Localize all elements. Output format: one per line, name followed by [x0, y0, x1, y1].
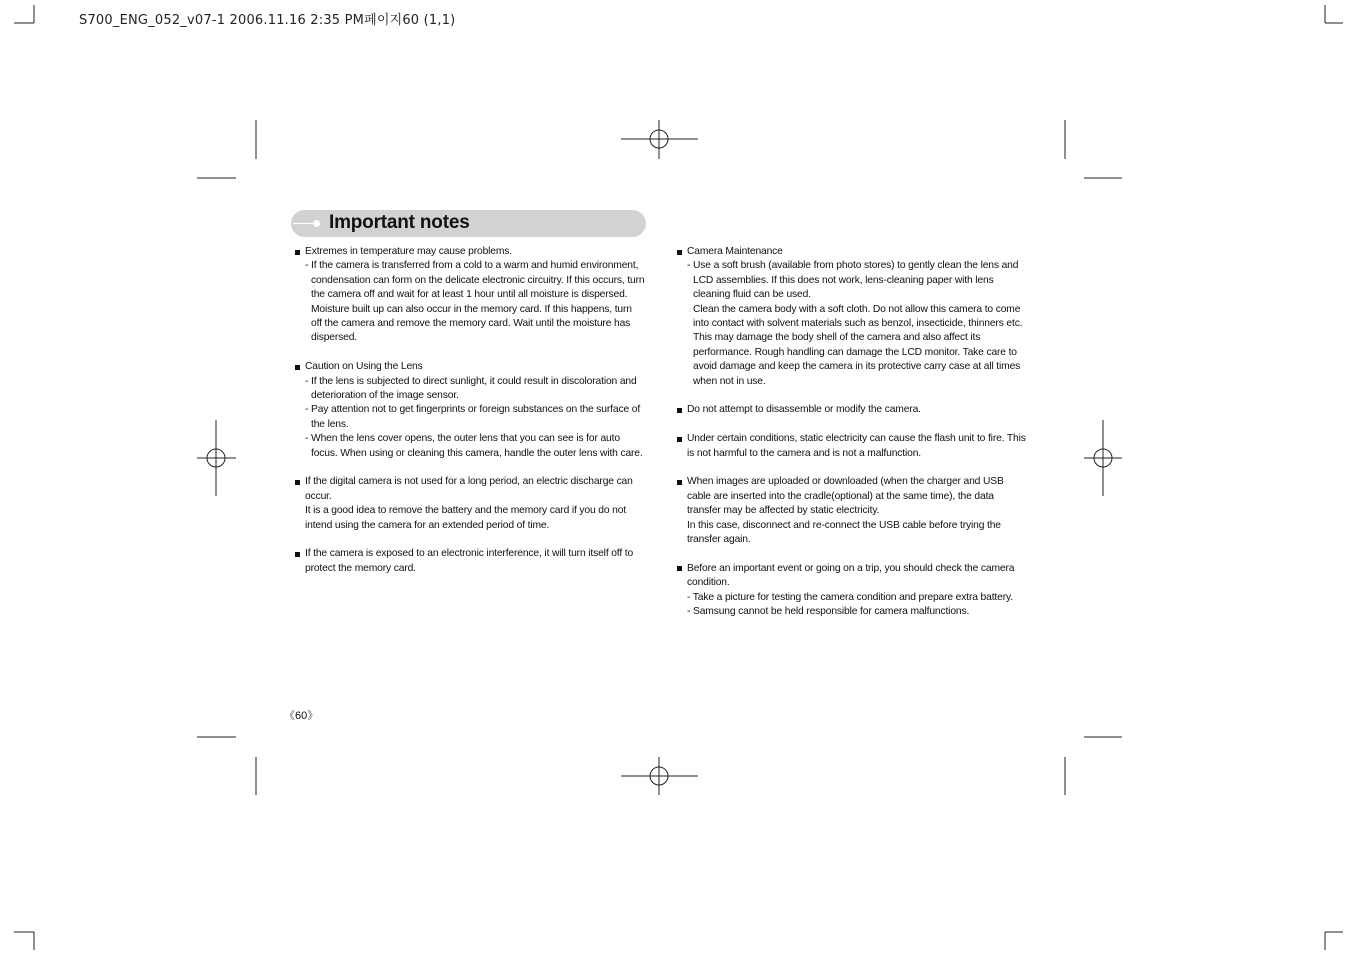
note-maintenance	[675, 245, 1027, 389]
page-title: Important notes	[329, 212, 470, 233]
note-sub-text: If the lens is subjected to direct sunlight, it could result in discoloration and deterioration of the image sensor.	[311, 375, 637, 402]
square-bullet-icon	[295, 365, 300, 370]
note-before-event	[675, 562, 1027, 620]
title-bar-line	[293, 223, 313, 224]
note-disassemble	[675, 403, 1027, 417]
note-sub-text: Pay attention not to get fingerprints or foreign substances on the surface of the lens.	[311, 404, 641, 430]
note-sub-item: - If the camera is transferred from a cold to a warm and humid environment, condensation can form on the delicate electronic circuitry. If this occurs, turn the camera off and wait for at least 1 hour until all moisture is dispersed. Moisture built up can also occur in the memory card. If this happens, turn off the camera and remove the memory card. Wait until the moisture has dispersed.	[305, 260, 645, 344]
note-sub-text: Use a soft brush (available from photo stores) to gently clean the lens and LCD assemblies. If this does not work, lens-cleaning paper with lens cleaning fluid can be used.	[693, 260, 1019, 301]
note-heading: Caution on Using the Lens	[305, 361, 423, 373]
note-heading: Under certain conditions, static electricity can cause the flash unit to fire. This is not harmful to the camera and is not a malfunction.	[687, 433, 1026, 459]
note-sub-item: - Use a soft brush (available from photo stores) to gently clean the lens and LCD assemblies. If this does not work, lens-cleaning paper with lens cleaning fluid can be used.	[687, 260, 1019, 301]
square-bullet-icon	[677, 408, 682, 413]
note-extra: In this case, disconnect and re-connect the USB cable before trying the transfer again.	[687, 519, 1001, 546]
left-column	[293, 245, 645, 591]
note-heading: Extremes in temperature may cause problems.	[305, 246, 513, 257]
note-sub-text: Clean the camera body with a soft cloth. Do not allow this camera to come into contact with solvent materials such as benzol, insecticide, thinners etc. This may damage the body shell of the camera and also affect its performance. Rough handling can damage the LCD monitor. Take care to avoid damage and keep the camera in its protective carry case at all times when not in use.	[693, 303, 1023, 387]
note-heading: If the camera is exposed to an electronic interference, it will turn itself off to protect the memory card.	[305, 548, 634, 574]
note-usb-transfer	[675, 475, 1027, 547]
note-discharge	[293, 475, 645, 533]
square-bullet-icon	[677, 480, 682, 485]
note-sub-text: - Samsung cannot be held responsible for camera malfunctions.	[687, 606, 970, 618]
note-sub-item: - When the lens cover opens, the outer lens that you can see is for auto focus. When using or cleaning this camera, handle the outer lens with care.	[305, 433, 643, 459]
square-bullet-icon	[295, 250, 300, 255]
note-heading: When images are uploaded or downloaded (when the charger and USB cable are inserted into the cradle(optional) at the same time), the data transfer may be affected by static electricity.	[687, 476, 1004, 517]
square-bullet-icon	[295, 552, 300, 557]
square-bullet-icon	[677, 437, 682, 442]
note-sub-item	[687, 303, 1027, 389]
note-temperature	[293, 245, 645, 346]
note-sub-item: - Pay attention not to get fingerprints or foreign substances on the surface of the lens.	[305, 404, 641, 430]
note-heading: If the digital camera is not used for a long period, an electric discharge can occur.	[305, 476, 633, 502]
note-heading: Do not attempt to disassemble or modify the camera.	[687, 404, 921, 416]
section-title-bar	[291, 210, 646, 237]
square-bullet-icon	[677, 566, 682, 571]
square-bullet-icon	[295, 480, 300, 485]
note-heading: Before an important event or going on a trip, you should check the camera condition.	[687, 562, 1015, 589]
title-bar-dot	[313, 220, 320, 227]
note-sub-item: - If the lens is subjected to direct sunlight, it could result in discoloration and deterioration of the image sensor.	[305, 375, 637, 402]
note-lens	[293, 360, 645, 461]
note-extra: It is a good idea to remove the battery and the memory card if you do not intend using the camera for an extended period of time.	[305, 505, 627, 531]
note-sub-text: When the lens cover opens, the outer lens that you can see is for auto focus. When using or cleaning this camera, handle the outer lens with care.	[311, 433, 643, 459]
note-static-flash	[675, 432, 1027, 461]
print-slug: S700_ENG_052_v07-1 2006.11.16 2:35 PM페이지60 (1,1)	[79, 13, 456, 28]
right-column	[675, 245, 1027, 634]
note-interference	[293, 547, 645, 576]
note-sub-text: If the camera is transferred from a cold to a warm and humid environment, condensation can form on the delicate electronic circuitry. If this occurs, turn the camera off and wait for at least 1 hour until all moisture is dispersed. Moisture built up can also occur in the memory card. If this happens, turn off the camera and remove the memory card. Wait until the moisture has dispersed.	[311, 260, 645, 344]
note-heading: Camera Maintenance	[687, 246, 783, 257]
square-bullet-icon	[677, 250, 682, 255]
page-number: 《60》	[284, 710, 319, 722]
note-sub-text: - Take a picture for testing the camera condition and prepare extra battery.	[687, 591, 1013, 603]
